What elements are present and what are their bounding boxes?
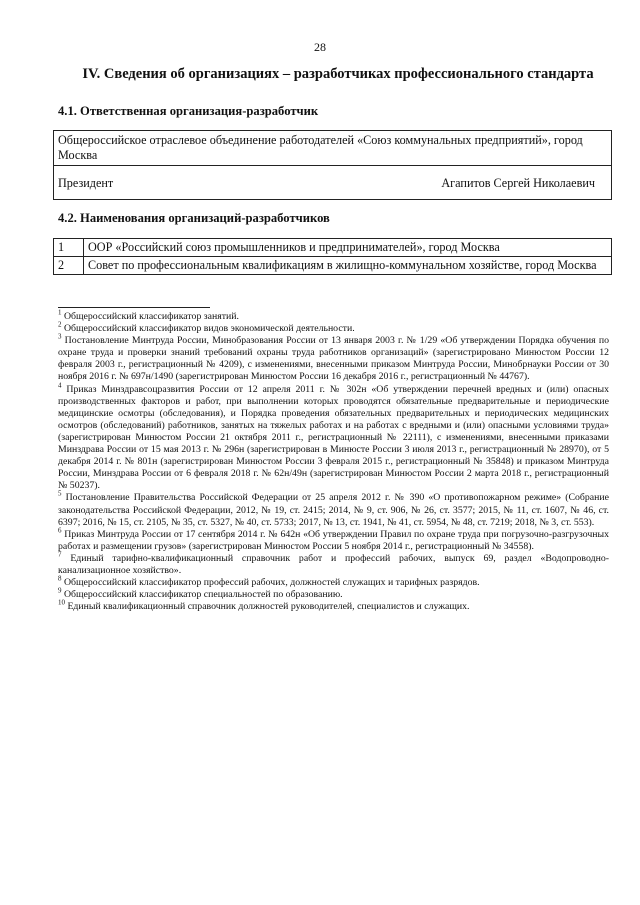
table-row (54, 166, 612, 200)
footnote-number: 8 (58, 574, 62, 583)
footnote (58, 320, 609, 335)
table-row (54, 239, 612, 257)
footnote-number: 10 (58, 598, 65, 607)
footnote (58, 492, 609, 528)
table-row (54, 257, 612, 275)
footnote-number: 6 (58, 526, 62, 535)
footnote-text: Единый тарифно-квалификационный справочник работ и профессий рабочих, выпуск 69, раздел «Водопроводно-канализационное хозяйство». (58, 552, 609, 576)
responsible-org-heading: 4.1. Ответственная организация-разработчик (58, 104, 319, 118)
footnote-text: Постановление Минтруда России, Минобразования России от 13 января 2003 г. № 1/29 «Об утверждении Порядка обучения по охране труда и проверки знаний требований охраны труда работников организаций» (зарегистрировано Минюстом России 12 февраля 2003 г., регистрационный № 4209), с изменениями, внесенными приказом Минтруда России, Минобрнауки России от 30 ноября 2016 г. № 697н/1490 (зарегистрирован Минюстом России 16 декабря 2016 г., регистрационный № 44767). (58, 335, 609, 383)
footnote (58, 381, 609, 493)
row-number: 2 (54, 257, 84, 275)
footnote (58, 586, 609, 601)
footnote-number: 4 (58, 381, 62, 390)
table-row (54, 131, 612, 166)
footnote-text: Приказ Минтруда России от 17 сентября 2014 г. № 642н «Об утверждении Правил по охране труда при погрузочно-разгрузочных работах и размещении грузов» (зарегистрирован Минюстом России 5 ноября 2014 г., регистрационный № 34558). (58, 528, 610, 552)
footnote (58, 598, 609, 613)
footnote-text: Общероссийский классификатор занятий. (63, 311, 239, 322)
section-title: IV. Сведения об организациях – разработчиках профессионального стандарта (82, 66, 594, 82)
responsible-org-name: Общероссийское отраслевое объединение работодателей «Союз коммунальных предприятий», город Москва (54, 131, 612, 166)
footnote-separator (58, 307, 210, 308)
footnote (58, 550, 609, 577)
row-number: 1 (54, 239, 84, 257)
footnote-number: 3 (58, 332, 62, 341)
signatory-position: Президент (58, 176, 114, 190)
footnotes (58, 308, 610, 613)
footnote-text: Общероссийский классификатор видов экономической деятельности. (63, 323, 355, 335)
developer-orgs-heading: 4.2. Наименования организаций-разработчиков (58, 211, 330, 225)
developer-org-name: ООР «Российский союз промышленников и предпринимателей», город Москва (84, 239, 612, 257)
footnote-number: 1 (58, 308, 62, 317)
page-number: 28 (314, 40, 326, 54)
footnote-text: Общероссийский классификатор профессий рабочих, должностей служащих и тарифных разрядов. (63, 577, 480, 589)
signatory-name: Агапитов Сергей Николаевич (441, 176, 595, 190)
developer-orgs-table (53, 238, 612, 275)
footnote-text: Приказ Минздравсоцразвития России от 12 апреля 2011 г. № 302н «Об утверждении перечней вредных и (или) опасных производственных факторов и работ, при выполнении которых проводятся обязательные предварительные и периодические медицинские осмотры (обследования), и Порядка проведения обязательных предварительных и периодических медицинских осмотров (обследований) работников, занятых на тяжелых работах и на работах с вредными и (или) опасными условиями труда» (зарегистрирован Минюстом России 21 октября 2011 г., регистрационный № 22111), с изменениями, внесенными приказами Минздрава России от 15 мая 2013 г. № 296н (зарегистрирован в Минюсте России 3 июля 2013 г., регистрационный № 28970), от 5 декабря 2014 г. № 801н (зарегистрирован Минюстом России 3 февраля 2015 г., регистрационный № 35848) и приказом Минтруда России, Минздрава России от 6 февраля 2018 г. № 62н/49н (зарегистрирован Минюстом России 2 марта 2018 г., регистрационный № 50237). (58, 383, 609, 492)
footnote-text: Постановление Правительства Российской Федерации от 25 апреля 2012 г. № 390 «О противопожарном режиме» (Собрание законодательства Российской Федерации, 2012, № 19, ст. 2415; 2014, № 9, ст. 906, № 26, ст. 3577; 2015, № 11, ст. 1607, № 46, ст. 6397; 2016, № 15, ст. 2105, № 35, ст. 5327, № 40, ст. 5733; 2017, № 13, ст. 1941, № 41, ст. 5954, № 48, ст. 7219; 2018, № 3, ст. 553). (58, 492, 609, 528)
responsible-signatory-cell (54, 166, 612, 200)
footnote (58, 574, 609, 589)
footnote-number: 2 (58, 320, 62, 329)
footnote-text: Общероссийский классификатор специальностей по образованию. (63, 589, 343, 601)
footnote-number: 5 (58, 490, 62, 499)
footnote-number: 7 (58, 550, 62, 559)
footnote (58, 526, 610, 553)
footnote-text: Единый квалификационный справочник должностей руководителей, специалистов и служащих. (67, 601, 470, 613)
developer-org-name: Совет по профессиональным квалификациям в жилищно-коммунальном хозяйстве, город Москва (84, 257, 612, 275)
footnote (58, 332, 609, 383)
footnote-number: 9 (58, 586, 62, 595)
footnote (58, 308, 609, 323)
responsible-org-table (53, 130, 612, 200)
